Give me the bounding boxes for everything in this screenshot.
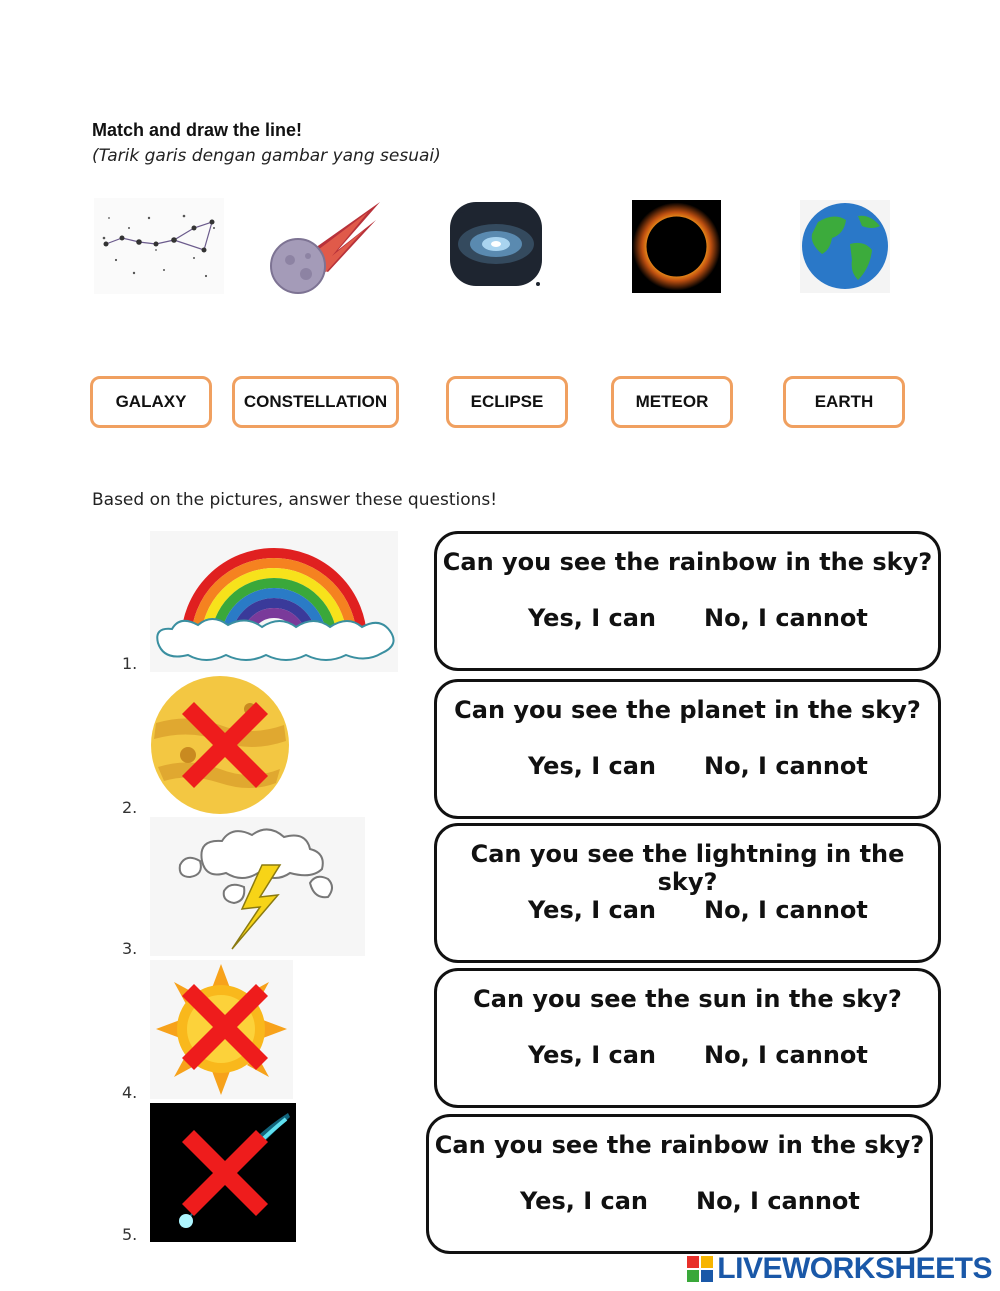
question-number: 3. xyxy=(122,939,138,958)
answer-no-option[interactable]: No, I cannot xyxy=(704,896,868,924)
question-number: 2. xyxy=(122,798,138,817)
question-text: Can you see the sun in the sky? xyxy=(473,985,902,1013)
answer-yes-option[interactable]: Yes, I can xyxy=(528,752,657,780)
question-number: 1. xyxy=(122,654,138,673)
eclipse-image[interactable] xyxy=(632,200,721,293)
question-box-3 xyxy=(434,823,941,963)
rainbow-image xyxy=(150,531,398,672)
question-text: Can you see the rainbow in the sky? xyxy=(442,548,933,576)
question-text: Can you see the planet in the sky? xyxy=(454,696,921,724)
question-text: Can you see the lightning in the sky? xyxy=(470,840,905,896)
page-subtitle: (Tarik garis dengan gambar yang sesuai) xyxy=(92,146,441,166)
brand-logo-icon xyxy=(687,1256,713,1282)
answer-yes-option[interactable]: Yes, I can xyxy=(528,604,657,632)
answer-no-option[interactable]: No, I cannot xyxy=(704,1041,868,1069)
constellation-image[interactable] xyxy=(94,198,224,294)
cross-mark-icon xyxy=(180,1128,270,1218)
word-box-meteor[interactable]: METEOR xyxy=(611,376,733,428)
earth-image[interactable] xyxy=(800,200,890,293)
question-box-1 xyxy=(434,531,941,671)
question-box-2 xyxy=(434,679,941,819)
question-number: 4. xyxy=(122,1083,138,1102)
word-box-earth[interactable]: EARTH xyxy=(783,376,905,428)
answer-yes-option[interactable]: Yes, I can xyxy=(520,1187,649,1215)
question-number: 5. xyxy=(122,1225,138,1244)
word-box-galaxy[interactable]: GALAXY xyxy=(90,376,212,428)
question-box-4 xyxy=(434,968,941,1108)
word-box-eclipse[interactable]: ECLIPSE xyxy=(446,376,568,428)
question-box-5 xyxy=(426,1114,933,1254)
meteor-image[interactable] xyxy=(268,200,382,296)
brand-name: LIVEWORKSHEETS xyxy=(717,1252,992,1285)
question-text: Can you see the rainbow in the sky? xyxy=(434,1131,925,1159)
section-instruction: Based on the pictures, answer these questions! xyxy=(92,490,498,510)
answer-no-option[interactable]: No, I cannot xyxy=(696,1187,860,1215)
answer-yes-option[interactable]: Yes, I can xyxy=(528,896,657,924)
brand-watermark[interactable] xyxy=(687,1252,992,1286)
answer-no-option[interactable]: No, I cannot xyxy=(704,604,868,632)
galaxy-image[interactable] xyxy=(446,198,546,290)
cross-mark-icon xyxy=(180,982,270,1072)
answer-no-option[interactable]: No, I cannot xyxy=(704,752,868,780)
page-title: Match and draw the line! xyxy=(92,120,303,140)
lightning-image xyxy=(150,817,365,956)
cross-mark-icon xyxy=(180,700,270,790)
word-box-constellation[interactable]: CONSTELLATION xyxy=(232,376,399,428)
answer-yes-option[interactable]: Yes, I can xyxy=(528,1041,657,1069)
